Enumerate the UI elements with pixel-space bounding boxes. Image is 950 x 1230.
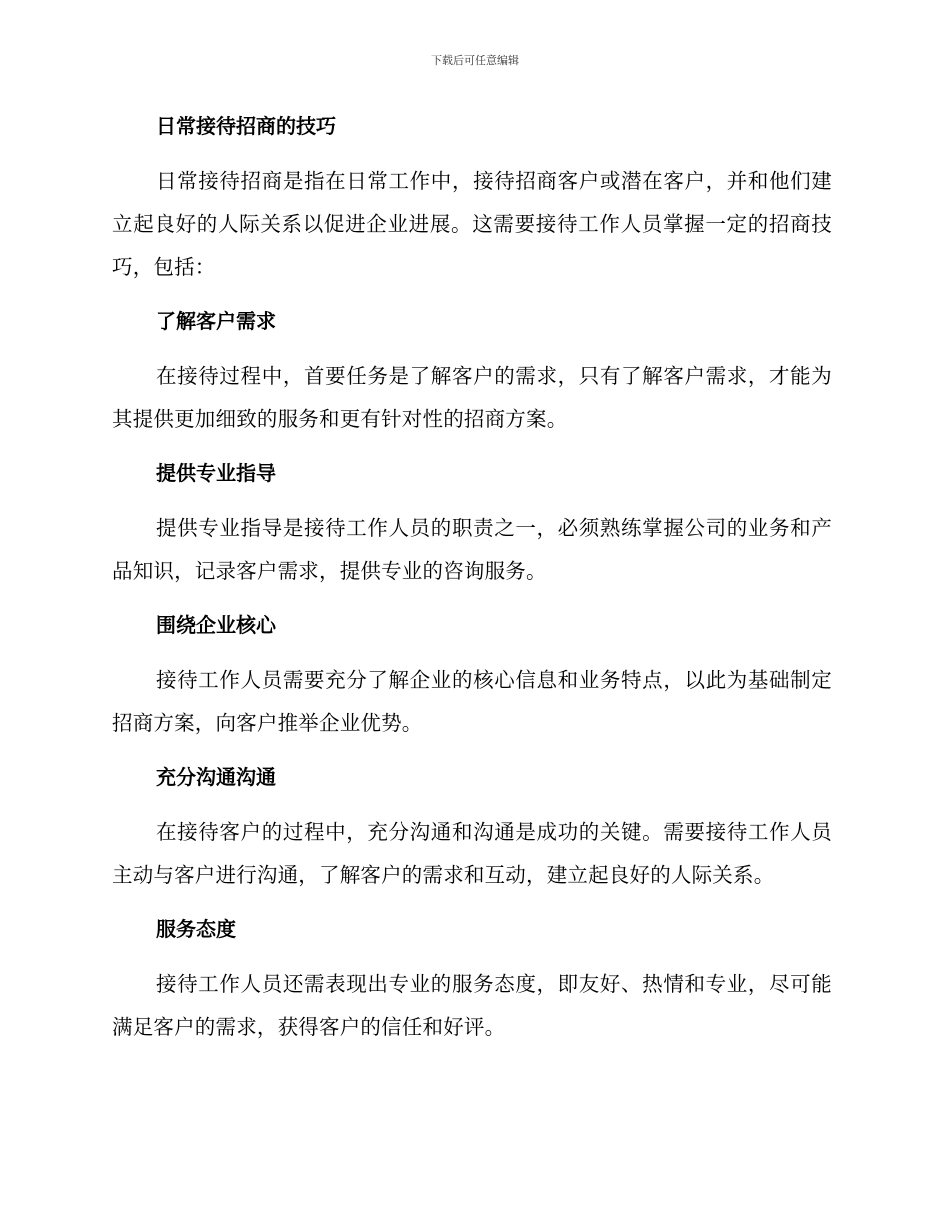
- section-heading-5: 服务态度: [156, 917, 236, 941]
- section-heading-1: 了解客户需求: [156, 309, 276, 333]
- page-header-note: 下载后可任意编辑: [431, 54, 519, 67]
- section-heading-4: 充分沟通沟通: [156, 765, 276, 789]
- section-heading-3: 围绕企业核心: [156, 613, 276, 637]
- document-title: 日常接待招商的技巧: [156, 114, 336, 138]
- section-heading-2: 提供专业指导: [156, 461, 276, 485]
- section-body-2: 提供专业指导是接待工作人员的职责之一，必须熟练掌握公司的业务和产品知识，记录客户需求，提供专业的咨询服务。: [112, 516, 832, 583]
- section-body-1: 在接待过程中，首要任务是了解客户的需求，只有了解客户需求，才能为其提供更加细致的服务和更有针对性的招商方案。: [112, 364, 832, 431]
- intro-paragraph: 日常接待招商是指在日常工作中，接待招商客户或潜在客户，并和他们建立起良好的人际关系以促进企业进展。这需要接待工作人员掌握一定的招商技巧，包括：: [112, 169, 832, 279]
- document-body: [112, 110, 832, 1049]
- section-body-3: 接待工作人员需要充分了解企业的核心信息和业务特点，以此为基础制定招商方案，向客户推举企业优势。: [112, 668, 832, 735]
- section-body-5: 接待工作人员还需表现出专业的服务态度，即友好、热情和专业，尽可能满足客户的需求，获得客户的信任和好评。: [112, 972, 832, 1039]
- section-body-4: 在接待客户的过程中，充分沟通和沟通是成功的关键。需要接待工作人员主动与客户进行沟通，了解客户的需求和互动，建立起良好的人际关系。: [112, 820, 832, 887]
